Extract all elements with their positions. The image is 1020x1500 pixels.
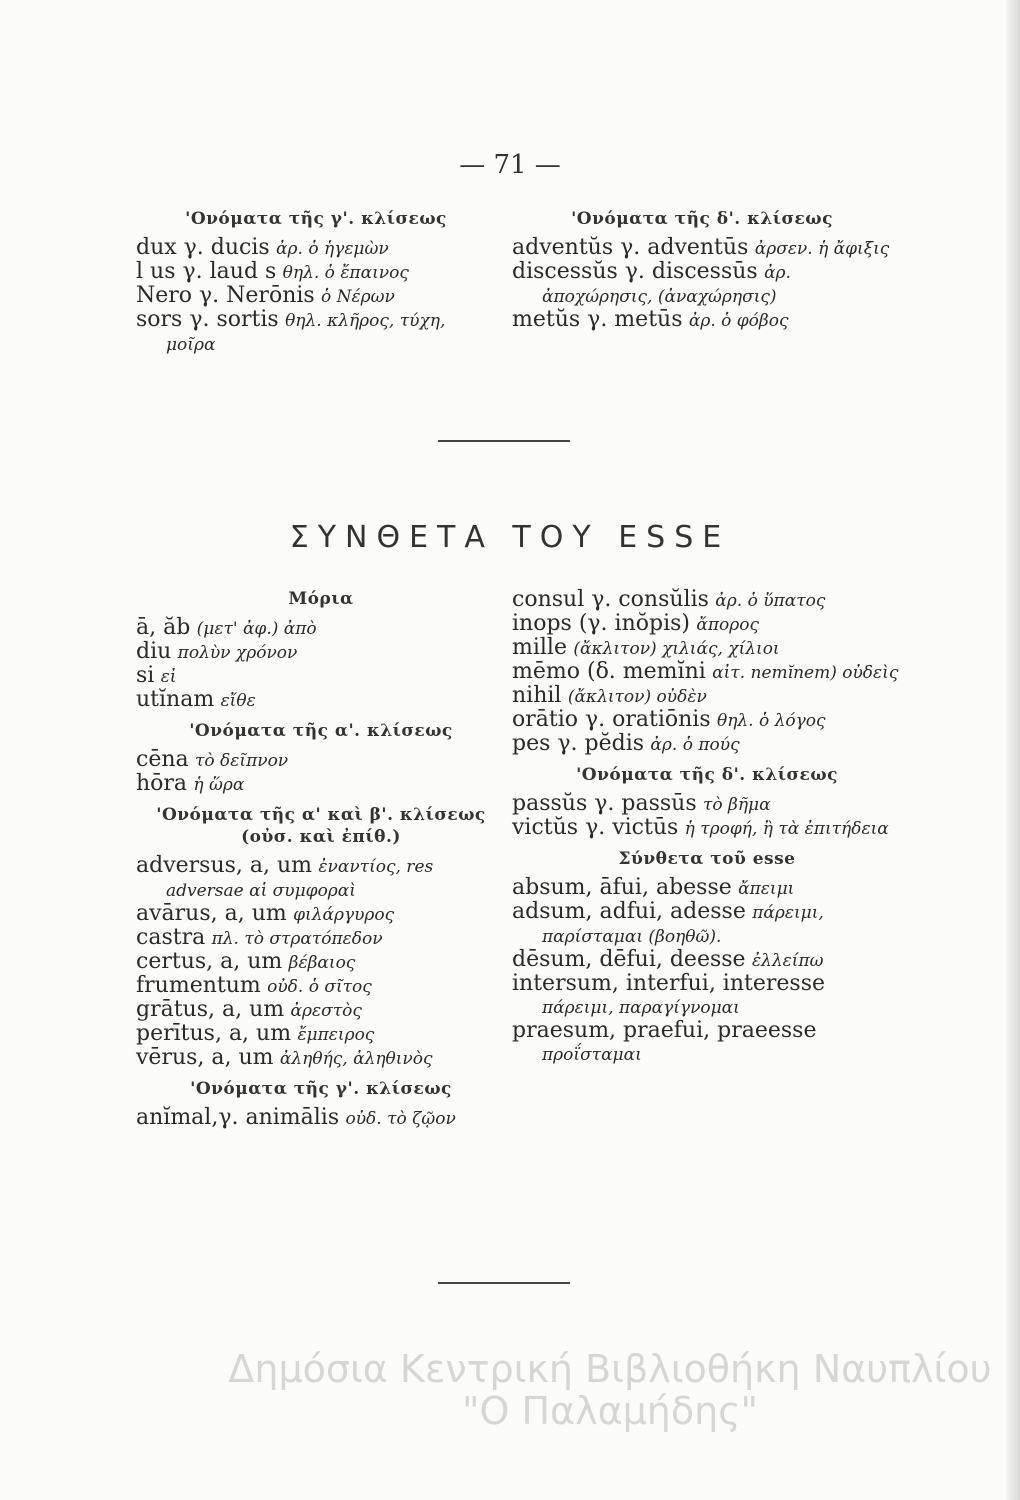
vocab-entry: adsum, adfui, adesse πάρειμι, παρίσταμαι (βοηθῶ). bbox=[512, 899, 824, 947]
divider-rule bbox=[438, 440, 570, 442]
vocab-entry: nihil (ἄκλιτον) οὐδὲν bbox=[512, 683, 707, 708]
section-heading: 'Ονόματα τῆς α'. κλίσεως bbox=[189, 721, 453, 741]
vocab-entry: metŭs γ. metūs ἀρ. ὁ φόβος bbox=[512, 307, 789, 332]
vocab-entry: sors γ. sortis θηλ. κλῆρος, τύχη, μοῖρα bbox=[136, 307, 446, 355]
section-subheading: (οὐσ. καὶ ἐπίθ.) bbox=[241, 827, 401, 847]
vocab-entry: castra πλ. τὸ στρατόπεδον bbox=[136, 925, 383, 950]
vocab-entry: intersum, interfui, interesse πάρειμι, παραγίγνομαι bbox=[512, 971, 826, 1018]
vocab-entry: certus, a, um βέβαιος bbox=[136, 949, 356, 974]
vocab-entry: avārus, a, um φιλάργυρος bbox=[136, 901, 395, 926]
vocab-entry: si εἰ bbox=[136, 663, 177, 688]
vocab-entry: frumentum οὐδ. ὁ σῖτος bbox=[136, 973, 372, 998]
vocab-entry: mēmo (δ. memĭni αἰτ. nemĭnem) οὐδεὶς bbox=[512, 659, 899, 684]
vocab-entry: diu πολὺν χρόνον bbox=[136, 639, 298, 664]
top-left-column bbox=[136, 208, 496, 356]
vocab-entry: Nero γ. Nerōnis ὁ Νέρων bbox=[136, 283, 395, 308]
vocab-entry: adventŭs γ. adventūs ἀρσεν. ἡ ἄφιξις bbox=[512, 235, 890, 260]
vocab-entry: grātus, a, um ἀρεστὸς bbox=[136, 997, 362, 1022]
vocab-entry: anĭmal,γ. animālis οὐδ. τὸ ζῷον bbox=[136, 1105, 456, 1130]
vocab-entry: vērus, a, um ἀληθής, ἀληθινὸς bbox=[136, 1045, 433, 1070]
vocab-entry: adversus, a, um ἐναντίος, res adversae αἱ συμφοραὶ bbox=[136, 853, 434, 901]
vocab-entry: cēna τὸ δεῖπνον bbox=[136, 747, 289, 772]
vocab-entry: inops (γ. inŏpis) ἄπορος bbox=[512, 611, 759, 636]
vocab-entry: orātio γ. oratiōnis θηλ. ὁ λόγος bbox=[512, 707, 826, 732]
section-heading: Σύνθετα τοῦ esse bbox=[618, 849, 796, 869]
library-watermark: Δημόσια Κεντρική Βιβλιοθήκη Ναυπλίου "Ο Παλαμήδης" bbox=[228, 1347, 992, 1433]
vocab-entry: dux γ. ducis ἀρ. ὁ ἡγεμὼν bbox=[136, 235, 389, 260]
section-heading: 'Ονόματα τῆς α' καὶ β'. κλίσεως bbox=[156, 805, 486, 825]
section-heading: 'Ονόματα τῆς δ'. κλίσεως bbox=[571, 209, 833, 229]
vocab-entry: utĭnam εἴθε bbox=[136, 687, 256, 712]
vocab-entry: hōra ἡ ὥρα bbox=[136, 771, 245, 796]
vocab-entry: dēsum, dēfui, deesse ἐλλείπω bbox=[512, 947, 824, 972]
top-right-column bbox=[512, 208, 892, 332]
bottom-right-column bbox=[512, 588, 902, 1066]
section-heading: 'Ονόματα τῆς γ'. κλίσεως bbox=[185, 209, 447, 229]
vocab-entry: pes γ. pĕdis ἀρ. ὁ πούς bbox=[512, 731, 740, 756]
section-title: ΣΥΝΘΕΤΑ ΤΟΥ ESSE bbox=[289, 520, 731, 555]
vocab-entry: l us γ. laud s θηλ. ὁ ἔπαινος bbox=[136, 259, 409, 284]
vocab-entry: absum, āfui, abesse ἄπειμι bbox=[512, 875, 795, 900]
page-number: — 71 — bbox=[459, 150, 561, 180]
vocab-entry: consul γ. consŭlis ἀρ. ὁ ὕπατος bbox=[512, 587, 826, 612]
vocab-entry: perītus, a, um ἔμπειρος bbox=[136, 1021, 375, 1046]
vocab-entry: victŭs γ. victūs ἡ τροφή, ἢ τὰ ἐπιτήδεια bbox=[512, 815, 889, 840]
vocab-entry: passŭs γ. passūs τὸ βῆμα bbox=[512, 791, 771, 816]
vocab-entry: praesum, praefui, praeesse προΐσταμαι bbox=[512, 1018, 817, 1065]
section-heading: 'Ονόματα τῆς γ'. κλίσεως bbox=[190, 1079, 452, 1099]
section-heading: 'Ονόματα τῆς δ'. κλίσεως bbox=[576, 765, 838, 785]
vocab-entry: ā, ăb (μετ' ἀφ.) ἀπὸ bbox=[136, 615, 317, 640]
bottom-divider-rule bbox=[438, 1282, 570, 1284]
section-heading: Μόρια bbox=[288, 589, 354, 609]
page-edge-shadow bbox=[1006, 0, 1020, 1500]
vocab-entry: discessŭs γ. discessūs ἀρ. ἀποχώρησις, (ἀναχώρησις) bbox=[512, 259, 791, 307]
vocab-entry: mille (ἄκλιτον) χιλιάς, χίλιοι bbox=[512, 635, 780, 660]
bottom-left-column bbox=[136, 588, 506, 1130]
